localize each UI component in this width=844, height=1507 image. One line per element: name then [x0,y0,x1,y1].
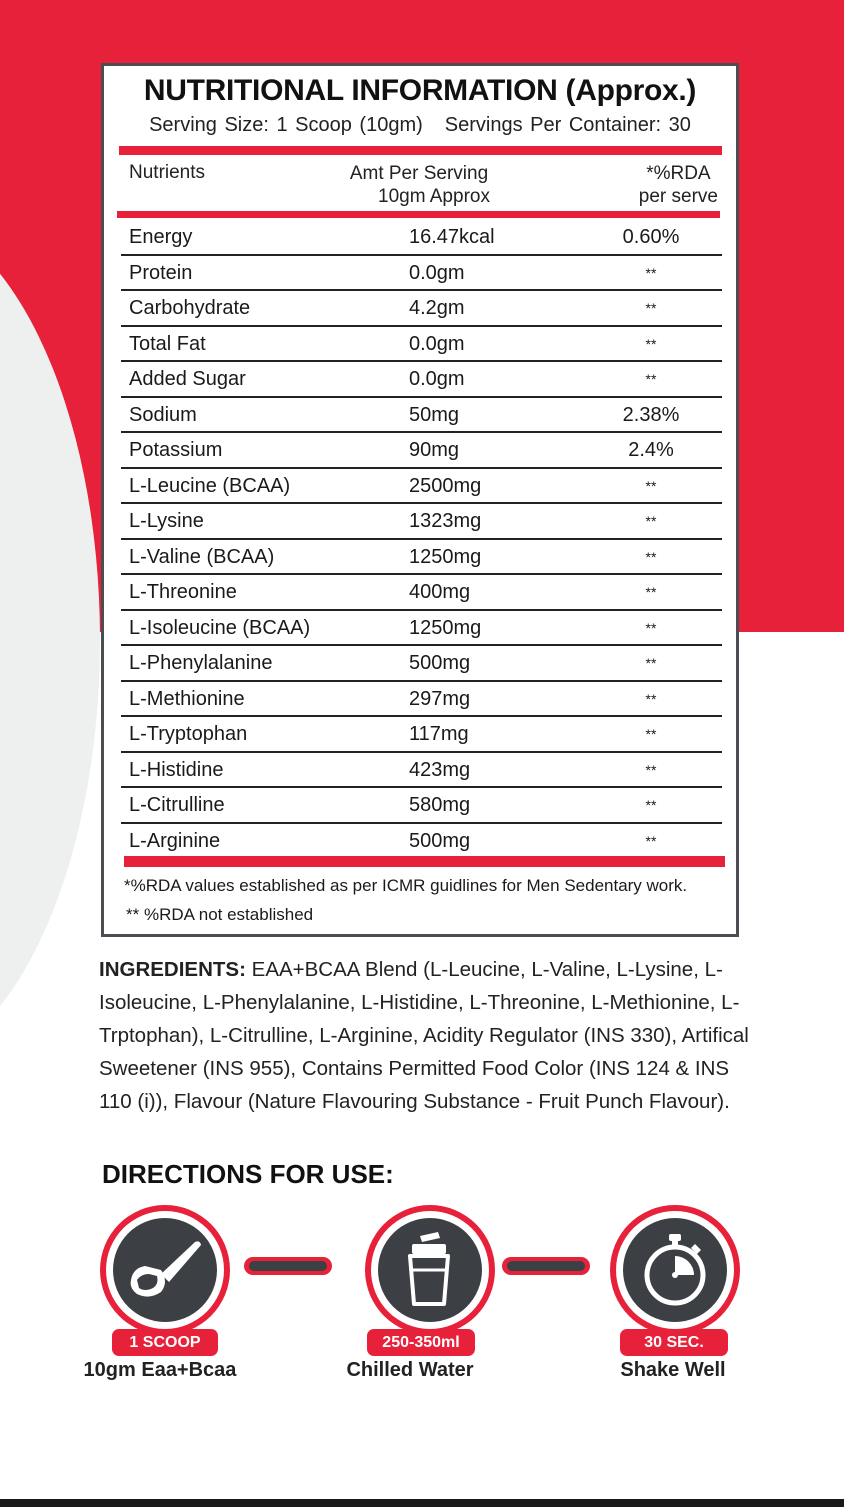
step-badge: 1 SCOOP [112,1329,218,1356]
table-row [121,362,722,398]
nutrient-rda: ** [645,619,657,636]
panel-title: NUTRITIONAL INFORMATION (Approx.) [143,74,697,107]
table-row [121,753,722,789]
nutrient-name: Sodium [129,403,197,426]
nutrient-rda: ** [645,584,657,600]
table-rule-bottom [124,856,725,867]
nutrient-amount: 400mg [409,581,471,603]
header-rule-top [119,146,722,155]
table-row [121,575,722,611]
table-row [121,540,722,576]
nutrient-name: L-Tryptophan [129,723,248,745]
nutrient-amount: 0.0gm [409,261,465,284]
nutrient-name: L-Lysine [129,510,204,532]
header-amount-line1: Amt Per Serving [349,163,489,184]
table-row [121,291,722,327]
direction-step-scoop [70,1205,240,1395]
nutrient-amount: 297mg [409,687,471,710]
nutrient-rda: ** [645,371,657,387]
nutrient-rda: ** [645,264,657,281]
step-badge: 30 SEC. [620,1329,728,1356]
nutrient-name: L-Citrulline [129,794,225,816]
ingredients-label: INGREDIENTS: [99,958,246,981]
nutrient-amount: 90mg [409,439,460,461]
nutrient-name: Carbohydrate [129,297,251,319]
nutrient-rda: ** [645,655,657,671]
nutrient-rda: ** [645,513,657,529]
serving-size: Serving Size: 1 Scoop (10gm) [149,114,423,136]
table-row [121,220,722,256]
header-rule-bottom [117,211,720,218]
step-caption: Shake Well [620,1359,726,1381]
header-rda [639,162,718,208]
nutrient-name: Added Sugar [129,368,246,390]
table-row [121,256,722,292]
nutrient-rda: 0.60% [622,226,680,248]
nutrient-rda: ** [645,548,657,565]
table-row [121,433,722,469]
header-amount [348,162,490,208]
nutrient-name: L-Methionine [129,687,245,710]
scoop-icon [125,1230,205,1310]
table-row [121,824,722,860]
nutrient-rda: ** [645,761,657,778]
nutrient-amount: 2500mg [409,474,482,497]
stopwatch-icon [635,1230,715,1310]
table-row [121,717,722,753]
step-ring [365,1205,495,1335]
step-ring [100,1205,230,1335]
step-connector [244,1257,332,1275]
nutrient-rda: ** [645,726,657,742]
nutrient-amount: 0.0gm [409,368,465,390]
nutrient-amount: 500mg [409,652,471,674]
nutrient-name: L-Threonine [129,581,237,603]
header-rda-line1: *%RDA [646,163,711,184]
nutrient-amount: 423mg [409,758,471,781]
table-row [121,788,722,824]
nutrient-name: L-Valine (BCAA) [129,545,275,568]
nutrient-table [121,220,722,859]
nutrient-amount: 16.47kcal [409,226,495,248]
step-connector [502,1257,590,1275]
nutrient-amount: 50mg [409,403,460,426]
direction-step-water [335,1205,505,1395]
table-row [121,611,722,647]
table-row [121,398,722,434]
nutrient-name: Total Fat [129,332,206,355]
table-header [124,160,722,214]
nutrient-name: L-Histidine [129,758,224,781]
shaker-bottle-icon [390,1230,470,1310]
nutrient-rda: ** [645,477,657,494]
step-caption: 10gm Eaa+Bcaa [83,1359,237,1381]
nutrient-amount: 1250mg [409,616,482,639]
nutrient-rda: ** [645,300,657,316]
header-nutrients: Nutrients [129,162,206,183]
header-rda-line2: per serve [638,186,718,207]
header-amount-line2: 10gm Approx [378,186,490,207]
nutrient-amount: 4.2gm [409,297,465,319]
step-badge: 250-350ml [367,1329,475,1356]
nutrient-rda: ** [645,335,657,352]
nutrient-name: Energy [129,226,193,248]
nutrient-rda: ** [645,797,657,813]
table-row [121,646,722,682]
step-ring [610,1205,740,1335]
nutrient-name: Protein [129,261,193,284]
ingredients-block [99,953,749,1118]
ingredients-text: EAA+BCAA Blend (L-Leucine, L-Valine, L-Lysine, L-Isoleucine, L-Phenylalanine, L-Histidine, L-Threonine, L-Methionine, L-Trptophan), L-Citrulline, L-Arginine, Acidity Regulator (INS 330), Artifical Sweetener (INS 955), Contains Permitted Food Color (INS 124 & INS 110 (i)), Flavour (Nature Flavouring Substance - Fruit Punch Flavour). [99,958,749,1113]
nutrient-name: L-Isoleucine (BCAA) [129,616,311,639]
nutrient-amount: 580mg [409,794,471,816]
servings-per-container: Servings Per Container: 30 [444,114,691,136]
rda-footnote: *%RDA values established as per ICMR guidlines for Men Sedentary work. [124,876,688,895]
nutrient-amount: 500mg [409,829,471,852]
rda-not-established-note: ** %RDA not established [126,905,314,924]
step-caption: Chilled Water [346,1359,474,1381]
table-row [121,327,722,363]
nutrient-amount: 0.0gm [409,332,465,355]
nutrition-panel [101,63,739,937]
nutrient-name: L-Phenylalanine [129,652,273,674]
directions-title: DIRECTIONS FOR USE: [102,1159,394,1189]
nutrient-name: L-Leucine (BCAA) [129,474,291,497]
nutrient-name: L-Arginine [129,829,221,852]
table-row [121,682,722,718]
nutrient-rda: ** [645,690,657,707]
nutrient-rda: ** [645,832,657,849]
serving-info [104,114,736,137]
nutrient-rda: 2.38% [622,403,680,426]
nutrient-amount: 117mg [409,723,469,745]
nutrient-name: Potassium [129,439,223,461]
nutrient-amount: 1323mg [409,510,482,532]
nutrient-amount: 1250mg [409,545,482,568]
direction-step-shake [580,1205,750,1395]
bottom-bar [0,1499,844,1507]
nutrient-rda: 2.4% [628,439,674,461]
table-row [121,504,722,540]
table-row [121,469,722,505]
